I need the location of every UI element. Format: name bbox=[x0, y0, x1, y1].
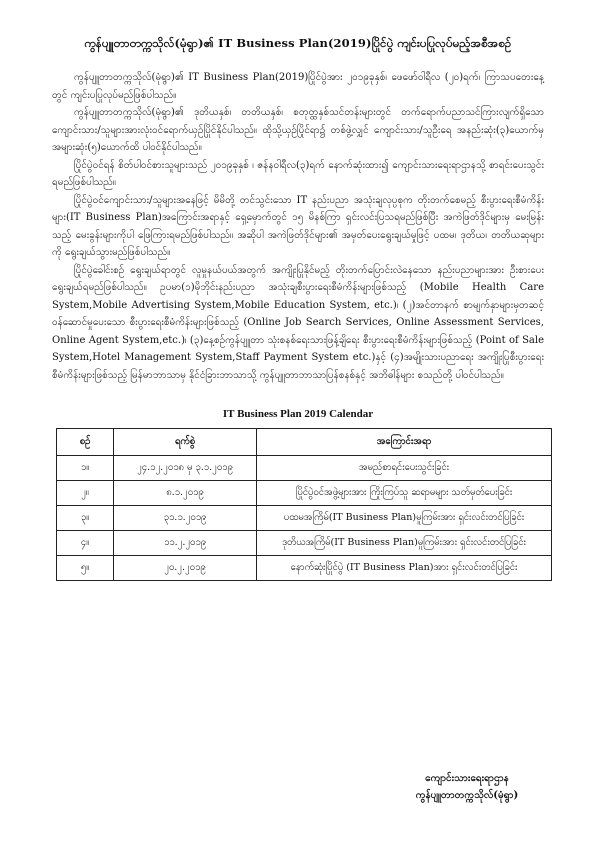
row-desc: အမည်စာရင်းပေးသွင်းခြင်း bbox=[257, 456, 552, 481]
row-no: ၂။ bbox=[57, 481, 114, 506]
signature-block bbox=[372, 770, 562, 804]
table-row bbox=[57, 481, 552, 506]
paragraph-topics: ပြိုင်ပွဲခေါင်းစဉ် ရွေးချယ်ရာတွင် လူမှုနယ်ပယ်အတွက် အကျိုးပြုနိုင်မည့် တိုးတက်ပြောင်းလဲနေသော နည်းပညာများအား ဦးစားပေး ရွေးချယ်ရမည်ဖြစ်ပါသည်။ ဥပမာ(၁)မိုဘိုင်းနည်းပညာ အသုံးချစီးပွားရေးစီမံကိန်းများဖြစ်သည့် (Mobile Health Care System,Mobile Advertising System,Mobile Education System, etc.)၊ (၂)အင်တာနက် စာမျက်နှာများမှတဆင့် ဝန်ဆောင်မှုပေးသော စီးပွားရေးစီမံကိန်းများဖြစ်သည့် (Online Job Search Services, Online Assessment Services, Online Agent System,etc.)၊ (၃)နေ့စဉ်ကွန်ပျူတာ သုံးစနစ်ရေးသားဖြန့်ချိရေး စီးပွားရေးစီမံကိန်းများဖြစ်သည့် (Point of Sale System,Hotel Management System,Staff Payment System etc.)နှင့် (၄)အမျိုးသားပညာရေး အကျိုးပြုစီးပွားရေးစီမံကိန်းများဖြစ်သည့် မြန်မာဘာသာမှ နိုင်ငံခြားဘာသာသို့ ကွန်ပျူတာဘာသာပြန်စနစ်နှင့် အဘိဓါန်များ စသည်တို့ ပါဝင်ပါသည်။ bbox=[52, 264, 544, 381]
table-row bbox=[57, 456, 552, 481]
row-desc: ပြိုင်ပွဲဝင်အဖွဲ့များအား ကြိုးကြပ်သူ ဆရာမများ သတ်မှတ်ပေးခြင်း bbox=[257, 481, 552, 506]
header-desc: အကြောင်းအရာ bbox=[257, 429, 552, 456]
table-row bbox=[57, 556, 552, 581]
row-no: ၁။ bbox=[57, 456, 114, 481]
row-desc: ပထမအကြိမ်(IT Business Plan)မူကြမ်းအား ရှင်းလင်းတင်ပြခြင်း bbox=[257, 506, 552, 531]
document-title: ကွန်ပျူတာတက္ကသိုလ်(မုံရွာ)၏ IT Business Plan(2019)ပြိုင်ပွဲ ကျင်းပပြုလုပ်မည့်အစီအစဉ် bbox=[84, 36, 512, 50]
row-date: ၂၄.၁၂.၂၀၁၈ မှ ၃.၁.၂၀၁၉ bbox=[114, 456, 257, 481]
calendar-table bbox=[56, 428, 552, 581]
paragraph-eligibility: ကွန်ပျူတာတက္ကသိုလ်(မုံရွာ)၏ ဒုတိယနှစ်၊ တတိယနှစ်၊ စတုတ္ထနှစ်သင်တန်းများတွင် တက်ရောက်ပညာသင်ကြားလျက်ရှိသော ကျောင်းသား/သူများအားလုံးဝင်ရောက်ယှဉ်ပြိုင်နိုင်ပါသည်။ ထိုသို့ယှဉ်ပြိုင်ရာ၌ တစ်ဖွဲ့လျှင် ကျောင်းသား/သူဦးရေ အနည်းဆုံး(၃)ယောက်မှ အများဆုံး(၅)ယောက်ထိ ပါဝင်နိုင်ပါသည်။ bbox=[52, 107, 544, 153]
signature-university: ကွန်ပျူတာတက္ကသိုလ်(မုံရွာ) bbox=[415, 790, 519, 801]
row-date: ၃၁.၁.၂၀၁၉ bbox=[114, 506, 257, 531]
row-desc: ဒုတိယအကြိမ်(IT Business Plan)မူကြမ်းအား ရှင်းလင်းတင်ပြခြင်း bbox=[257, 531, 552, 556]
row-date: ၂၀.၂.၂၀၁၉ bbox=[114, 556, 257, 581]
row-date: ၈.၁.၂၀၁၉ bbox=[114, 481, 257, 506]
calendar-title: IT Business Plan 2019 Calendar bbox=[222, 408, 374, 420]
row-no: ၃။ bbox=[57, 506, 114, 531]
header-no: စဉ် bbox=[57, 429, 114, 456]
document-body bbox=[52, 69, 544, 384]
paragraph-presentation: ပြိုင်ပွဲဝင်ကျောင်းသား/သူများအနေဖြင့် မိမိတို့ တင်သွင်းသော IT နည်းပညာ အသုံးချလုပ္ပစုက တိုးတက်စေမည့် စီးပွားရေးစီမံကိန်းများ(IT Business Plan)အကြောင်းအရာနှင့် ရှေ့မှောက်တွင် ၁၅ မိနစ်ကြာ ရှင်းလင်းပြသရမည်ဖြစ်ပြီး အကဲဖြတ်ဒိုင်များမှ မေးမြန်းသည့် မေးခွန်းများကိုပါ ဖြေကြားရမည်ဖြစ်ပါသည်။ အဆိုပါ အကဲဖြတ်ဒိုင်များ၏ အမှတ်ပေးရွေးချယ်မှုဖြင့် ပထမ၊ ဒုတိယ၊ တတိယဆုများကို ရွေးချယ်သွားမည်ဖြစ်ပါသည်။ bbox=[52, 194, 544, 258]
calendar-header-row bbox=[57, 429, 552, 456]
row-desc: နောက်ဆုံးပြိုင်ပွဲ (IT Business Plan)အား ရှင်းလင်းတင်ပြခြင်း bbox=[257, 556, 552, 581]
header-date: ရက်စွဲ bbox=[114, 429, 257, 456]
paragraph-registration: ပြိုင်ပွဲဝင်ရန် စိတ်ပါဝင်စားသူများသည် ၂၀၁၉ခုနှစ် ၊ ဇန်နဝါရီလ(၃)ရက် နောက်ဆုံးထား၍ ကျောင်းသားရေးရာဌာနသို့ စာရင်းပေးသွင်းရမည်ဖြစ်ပါသည်။ bbox=[52, 159, 544, 188]
row-no: ၅။ bbox=[57, 556, 114, 581]
row-no: ၄။ bbox=[57, 531, 114, 556]
signature-department: ကျောင်းသားရေးရာဌာန bbox=[425, 773, 509, 784]
paragraph-intro: ကွန်ပျူတာတက္ကသိုလ်(မုံရွာ)၏ IT Business Plan(2019)ပြိုင်ပွဲအား ၂၀၁၉ခုနှစ်၊ ဖေဖော်ဝါရီလ (၂၀)ရက်၊ ကြာသပတေးနေ့တွင် ကျင်းပပြုလုပ်မည်ဖြစ်ပါသည်။ bbox=[52, 72, 544, 101]
table-row bbox=[57, 531, 552, 556]
table-row bbox=[57, 506, 552, 531]
row-date: ၁၁.၂.၂၀၁၉ bbox=[114, 531, 257, 556]
